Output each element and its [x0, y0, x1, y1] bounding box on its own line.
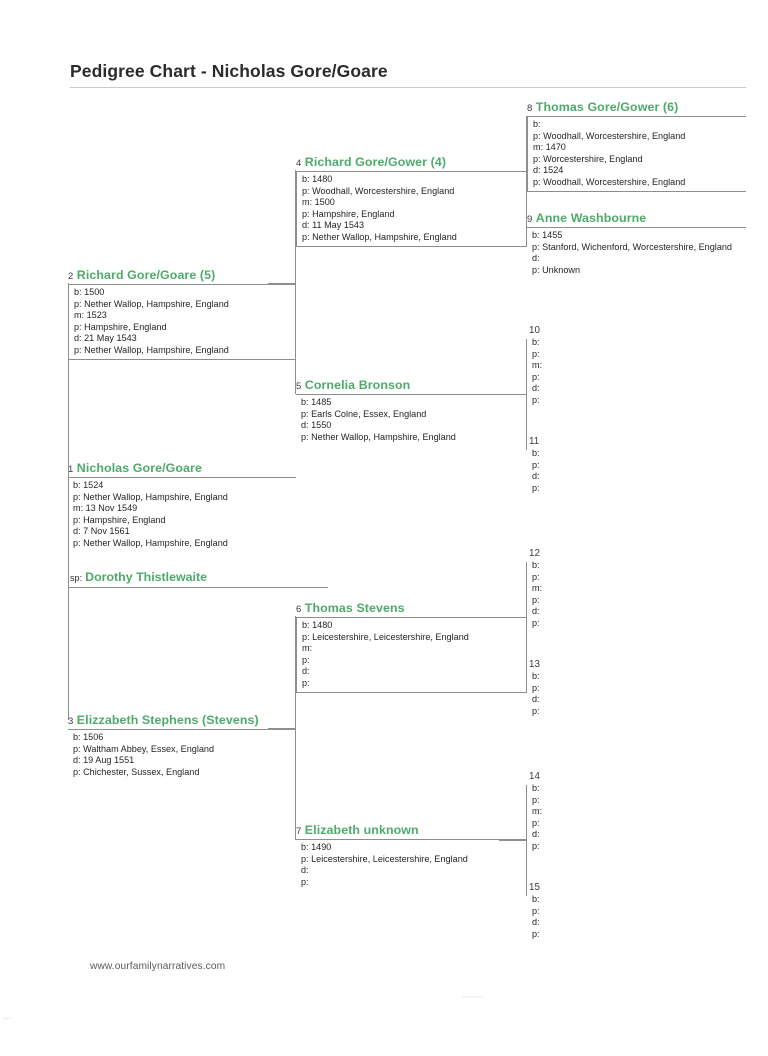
person-5-name[interactable]: Cornelia Bronson — [304, 378, 411, 392]
person-12-number: 12 — [529, 548, 540, 559]
page-title: Pedigree Chart - Nicholas Gore/Goare — [70, 61, 388, 81]
person-11-field-d: d: — [532, 471, 540, 482]
person-4-number: 4 — [296, 158, 302, 169]
person-15-field-deathplace: p: — [532, 928, 540, 939]
person-1-header — [68, 462, 296, 477]
person-card-1[interactable] — [68, 462, 296, 553]
person-12-field-m: m: — [532, 583, 543, 594]
person-6-field-m: m: — [302, 643, 313, 654]
person-7-field-deathplace: p: — [301, 876, 309, 887]
person-card-6[interactable] — [296, 602, 527, 693]
person-1-field-m: m: 13 Nov 1549 — [73, 503, 138, 514]
scan-artifact — [2, 1018, 11, 1019]
person-8-number: 8 — [527, 103, 533, 114]
person-2-field-b: b: 1500 — [74, 287, 105, 297]
person-7-number: 7 — [296, 826, 302, 837]
person-8-field-b: b: — [533, 119, 541, 129]
person-6-header — [296, 602, 527, 617]
person-3-details — [68, 729, 296, 781]
person-3-field-b: b: 1506 — [73, 732, 104, 742]
person-1-details — [68, 477, 296, 553]
person-13-field-deathplace: p: — [532, 705, 540, 716]
person-4-field-b: b: 1480 — [302, 174, 333, 184]
person-5-field-d: d: 1550 — [301, 420, 332, 431]
person-15-field-d: d: — [532, 917, 540, 928]
person-14-number: 14 — [529, 771, 540, 782]
person-14-field-deathplace: p: — [532, 840, 540, 851]
person-11-field-birthplace: p: — [532, 459, 540, 470]
person-4-field-birthplace: p: Woodhall, Worcestershire, England — [302, 185, 455, 196]
person-6-details — [296, 617, 527, 693]
person-13-number: 13 — [529, 659, 540, 670]
person-3-field-deathplace: p: Chichester, Sussex, England — [73, 766, 200, 777]
person-card-3[interactable] — [68, 714, 296, 781]
person-10-field-birthplace: p: — [532, 348, 540, 359]
person-15-field-b: b: — [532, 894, 540, 904]
person-8-field-d: d: 1524 — [533, 165, 564, 176]
person-2-field-m: m: 1523 — [74, 310, 107, 321]
person-4-header — [296, 156, 527, 171]
person-14-field-d: d: — [532, 829, 540, 840]
person-1-field-d: d: 7 Nov 1561 — [73, 526, 130, 537]
person-6-number: 6 — [296, 604, 302, 615]
person-10-number: 10 — [529, 325, 540, 336]
spouse-name[interactable]: Dorothy Thistlewaite — [85, 570, 207, 584]
person-card-8[interactable] — [527, 101, 746, 192]
person-2-field-deathplace: p: Nether Wallop, Hampshire, England — [74, 344, 229, 355]
person-12-field-b: b: — [532, 560, 540, 570]
person-7-field-birthplace: p: Leicestershire, Leicestershire, England — [301, 853, 468, 864]
person-card-12[interactable] — [527, 547, 746, 636]
person-2-name[interactable]: Richard Gore/Goare (5) — [76, 268, 216, 282]
person-14-field-b: b: — [532, 783, 540, 793]
person-15-details — [527, 894, 746, 946]
person-8-details — [527, 116, 746, 192]
person-1-name[interactable]: Nicholas Gore/Goare — [76, 461, 202, 475]
person-9-number: 9 — [527, 214, 533, 225]
person-11-details — [527, 448, 746, 500]
person-8-field-marriageplace: p: Worcestershire, England — [533, 153, 643, 164]
person-6-name[interactable]: Thomas Stevens — [304, 601, 405, 615]
person-4-field-deathplace: p: Nether Wallop, Hampshire, England — [302, 231, 457, 242]
person-5-field-deathplace: p: Nether Wallop, Hampshire, England — [301, 431, 456, 442]
person-4-field-d: d: 11 May 1543 — [302, 220, 365, 231]
person-card-14[interactable] — [527, 770, 746, 859]
person-6-field-d: d: — [302, 666, 310, 677]
person-1-field-birthplace: p: Nether Wallop, Hampshire, England — [73, 491, 228, 502]
person-15-field-birthplace: p: — [532, 905, 540, 916]
person-5-field-b: b: 1485 — [301, 397, 332, 407]
person-13-field-birthplace: p: — [532, 682, 540, 693]
person-9-field-birthplace: p: Stanford, Wichenford, Worcestershire, England — [532, 241, 732, 252]
person-3-field-d: d: 19 Aug 1551 — [73, 755, 135, 766]
person-6-field-deathplace: p: — [302, 677, 310, 688]
footer-url: www.ourfamilynarratives.com — [90, 961, 226, 972]
person-14-field-m: m: — [532, 806, 543, 817]
person-10-field-b: b: — [532, 337, 540, 347]
person-3-number: 3 — [68, 716, 74, 727]
person-2-field-d: d: 21 May 1543 — [74, 333, 137, 344]
spouse-label: sp: — [70, 573, 83, 583]
person-card-13[interactable] — [527, 658, 746, 723]
person-card-15[interactable] — [527, 881, 746, 946]
person-card-2[interactable] — [68, 269, 296, 360]
person-6-field-birthplace: p: Leicestershire, Leicestershire, England — [302, 631, 469, 642]
person-8-header — [527, 101, 746, 116]
person-9-name[interactable]: Anne Washbourne — [535, 211, 647, 225]
person-5-field-birthplace: p: Earls Colne, Essex, England — [301, 408, 427, 419]
person-10-details — [527, 337, 746, 413]
person-card-7[interactable] — [296, 824, 527, 891]
person-4-field-m: m: 1500 — [302, 197, 335, 208]
person-5-details — [296, 394, 527, 446]
person-11-field-deathplace: p: — [532, 482, 540, 493]
person-card-4[interactable] — [296, 156, 527, 247]
person-11-field-b: b: — [532, 448, 540, 458]
person-10-field-m: m: — [532, 360, 543, 371]
person-4-details — [296, 171, 527, 247]
person-13-field-b: b: — [532, 671, 540, 681]
spouse-underline — [68, 587, 328, 588]
person-4-field-marriageplace: p: Hampshire, England — [302, 208, 395, 219]
person-2-details — [68, 284, 296, 360]
person-8-name[interactable]: Thomas Gore/Gower (6) — [535, 100, 679, 114]
person-card-11[interactable] — [527, 435, 746, 500]
person-8-field-m: m: 1470 — [533, 142, 566, 153]
person-8-field-deathplace: p: Woodhall, Worcestershire, England — [533, 176, 686, 187]
title-divider — [70, 87, 746, 88]
person-3-header — [68, 714, 296, 729]
person-2-number: 2 — [68, 271, 74, 282]
person-card-9[interactable] — [527, 212, 746, 279]
person-12-details — [527, 560, 746, 636]
person-card-10[interactable] — [527, 324, 746, 413]
person-1-field-b: b: 1524 — [73, 480, 104, 490]
person-7-details — [296, 839, 527, 891]
person-7-field-d: d: — [301, 865, 309, 876]
person-9-field-deathplace: p: Unknown — [532, 264, 581, 275]
person-12-field-marriageplace: p: — [532, 594, 540, 605]
person-2-field-marriageplace: p: Hampshire, England — [74, 321, 167, 332]
person-14-field-birthplace: p: — [532, 794, 540, 805]
person-1-field-marriageplace: p: Hampshire, England — [73, 514, 166, 525]
person-13-details — [527, 671, 746, 723]
person-10-field-deathplace: p: — [532, 394, 540, 405]
person-13-field-d: d: — [532, 694, 540, 705]
person-5-header — [296, 379, 527, 394]
person-10-field-marriageplace: p: — [532, 371, 540, 382]
person-12-field-d: d: — [532, 606, 540, 617]
person-7-name[interactable]: Elizabeth unknown — [304, 823, 419, 837]
person-2-field-birthplace: p: Nether Wallop, Hampshire, England — [74, 298, 229, 309]
person-3-name[interactable]: Elizzabeth Stephens (Stevens) — [76, 713, 259, 727]
person-6-field-marriageplace: p: — [302, 654, 310, 665]
person-4-name[interactable]: Richard Gore/Gower (4) — [304, 155, 447, 169]
person-12-field-birthplace: p: — [532, 571, 540, 582]
person-9-header — [527, 212, 746, 227]
person-1-field-deathplace: p: Nether Wallop, Hampshire, England — [73, 537, 228, 548]
scan-artifact — [462, 996, 484, 998]
person-9-field-b: b: 1455 — [532, 230, 563, 240]
person-15-number: 15 — [529, 882, 540, 893]
person-7-header — [296, 824, 527, 839]
person-7-field-b: b: 1490 — [301, 842, 332, 852]
person-9-field-d: d: — [532, 253, 540, 264]
person-5-number: 5 — [296, 381, 302, 392]
person-11-number: 11 — [529, 436, 540, 447]
person-3-field-birthplace: p: Waltham Abbey, Essex, England — [73, 743, 215, 754]
person-8-field-birthplace: p: Woodhall, Worcestershire, England — [533, 130, 686, 141]
person-10-field-d: d: — [532, 383, 540, 394]
person-2-header — [68, 269, 296, 284]
person-12-field-deathplace: p: — [532, 617, 540, 628]
person-9-details — [527, 227, 746, 279]
spouse-line[interactable] — [70, 571, 207, 583]
person-6-field-b: b: 1480 — [302, 620, 333, 630]
person-14-field-marriageplace: p: — [532, 817, 540, 828]
person-1-number: 1 — [68, 464, 74, 475]
person-card-5[interactable] — [296, 379, 527, 446]
person-14-details — [527, 783, 746, 859]
